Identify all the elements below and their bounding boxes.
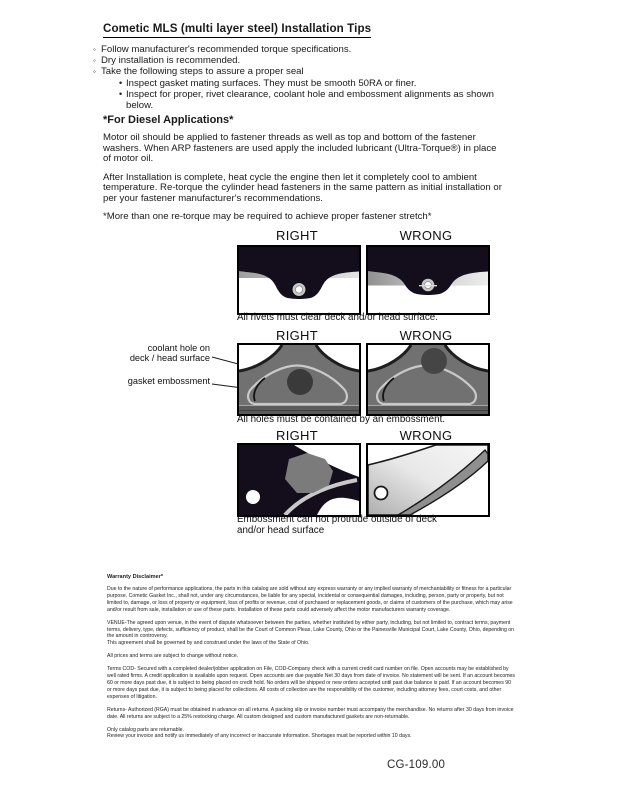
coolant-hole xyxy=(287,369,313,395)
right-label: RIGHT xyxy=(276,228,318,243)
embossment-protrusion-wrong-diagram xyxy=(366,443,490,517)
paragraph: *More than one re-torque may be required to achieve proper fastener stretch* xyxy=(103,211,432,222)
disclaimer-paragraph: Review your invoice and notify us immediately of any incorrect or inaccurate information. Shortages must be reported within 10 days. xyxy=(107,733,412,740)
disclaimer-paragraph: Terms COD- Secured with a completed dealer/jobber application on File, COD-Company check with a current credit card number on file. Open accounts may be established by well rated firms. A credit application is available upon request. Open accounts are due payable Net 30 days from date of invoice. No statement will be sent. If an account becomes 60 or more days past due, it is subject to being placed on credit hold. No orders will be shipped or new orders accepted until past due balance is paid. If an account becomes 90 or more days past due, it is subject to being placed for collections. All costs of collection are the responsibility of the customer, including attorney fees, court costs, and other expenses of litigation. xyxy=(107,666,516,700)
page-title: Cometic MLS (multi layer steel) Installation Tips xyxy=(103,22,371,38)
disclaimer-paragraph: Returns- Authorized (RGA) must be obtained in advance on all returns. A packing slip or invoice number must accompany the merchandise. No returns after 30 days from invoice date. All returns are subject to a 25% restocking charge. All custom designed and custom manufactured gaskets are non-returnable. xyxy=(107,706,514,720)
open-bullet-icon: ◦ xyxy=(93,67,96,77)
list-item xyxy=(119,89,513,111)
diesel-section xyxy=(103,114,503,231)
disclaimer-paragraph: This agreement shall be governed by and construed under the laws of the State of Ohio. xyxy=(107,640,310,647)
diagram-caption: Embossment can not protrude outside of deck and/or head surface xyxy=(237,514,437,536)
diagram-caption: All rivets must clear deck and/or head surface. xyxy=(237,312,438,323)
disclaimer-paragraph: VENUE-The agreed upon venue, in the event of dispute whatsoever between the parties, whether instituted by either party, including, but not limited to, contract terms, payment terms, delivery, type, defects, sufficiency of product, shall be the Court of Common Pleas, Lake County, Ohio or the Painesville Municipal Court, Lake County, Ohio, depending on the amount in controversy. xyxy=(107,619,515,640)
filled-bullet-icon: • xyxy=(119,77,123,88)
coolant-hole xyxy=(421,348,447,374)
disclaimer-heading: Warranty Disclaimer* xyxy=(107,574,164,580)
bolt-hole xyxy=(246,490,260,504)
right-label: RIGHT xyxy=(276,428,318,443)
rivet-clearance-wrong-diagram xyxy=(366,245,490,315)
embossment-containment-right-diagram xyxy=(237,343,361,416)
section-heading: *For Diesel Applications* xyxy=(103,114,234,126)
list-item xyxy=(93,55,513,66)
wrong-label: WRONG xyxy=(399,228,453,243)
list-item xyxy=(119,78,513,89)
open-bullet-icon: ◦ xyxy=(93,56,96,66)
coolant-hole-annotation: coolant hole on deck / head surface xyxy=(129,343,210,363)
diagram-caption: All holes must be contained by an embossment. xyxy=(237,414,446,425)
gasket-embossment-annotation: gasket embossment xyxy=(127,376,210,386)
paragraph: After Installation is complete, heat cycle the engine then let it completely cool to ambient temperature. Re-torque the cylinder head fasteners in the same pattern as initial installation or per your fastener manufacturer's recommendations. xyxy=(103,171,502,204)
rivet-clearance-right-diagram xyxy=(237,245,361,315)
wrong-label: WRONG xyxy=(399,328,453,343)
disclaimer-paragraph: All prices and terms are subject to change without notice. xyxy=(107,653,239,660)
paragraph: Motor oil should be applied to fastener threads as well as top and bottom of the fastener washers. When ARP fasteners are used apply the included lubricant (Ultra-Torque®) in place of motor oil. xyxy=(103,132,497,164)
embossment-protrusion-right-illustration xyxy=(239,445,359,515)
embossment-containment-wrong-illustration xyxy=(368,345,488,414)
rivet-clearance-right-illustration xyxy=(239,247,359,313)
page-number: CG-109.00 xyxy=(387,759,446,771)
embossment-containment-right-illustration xyxy=(239,345,359,414)
wrong-label: WRONG xyxy=(399,428,453,443)
list-item-text: Follow manufacturer's recommended torque specifications. xyxy=(101,44,352,55)
embossment-protrusion-wrong-illustration xyxy=(368,445,488,515)
list-item-text: Inspect for proper, rivet clearance, coolant hole and embossment alignments as shown below. xyxy=(126,88,494,112)
filled-bullet-icon: • xyxy=(119,88,123,99)
list-item-text: Inspect gasket mating surfaces. They must be smooth 50RA or finer. xyxy=(126,77,417,89)
installation-tips-list xyxy=(93,44,513,111)
list-item xyxy=(93,66,513,77)
right-label: RIGHT xyxy=(276,328,318,343)
list-item-text: Take the following steps to assure a proper seal xyxy=(101,66,304,78)
list-item-text: Dry installation is recommended. xyxy=(101,55,241,67)
rivet-clearance-wrong-illustration xyxy=(368,247,488,313)
disclaimer-paragraph: Only catalog parts are returnable. xyxy=(107,726,184,733)
embossment-protrusion-right-diagram xyxy=(237,443,361,517)
bolt-hole xyxy=(375,487,388,500)
list-item xyxy=(93,44,513,55)
disclaimer-paragraph: Due to the nature of performance applications, the parts in this catalog are sold without any express warranty or any implied warranty of merchantability or fitness for a particular purpose. Cometic Gasket Inc., shall not, under any circumstances, be liable for any special, incidental or consequential damages, including, person, party or property, but not limited to, damage, or loss of property or equipment, loss of profits or revenue, cost of purchased or replacement goods, or claims of customers of the purchase, which may arise and/or result from sale, installation or use of these parts. Installation of these parts could adversely affect the motor manufacturers warranty coverage. xyxy=(107,586,513,613)
embossment-containment-wrong-diagram xyxy=(366,343,490,416)
warranty-disclaimer xyxy=(107,574,517,746)
open-bullet-icon: ◦ xyxy=(93,45,96,54)
